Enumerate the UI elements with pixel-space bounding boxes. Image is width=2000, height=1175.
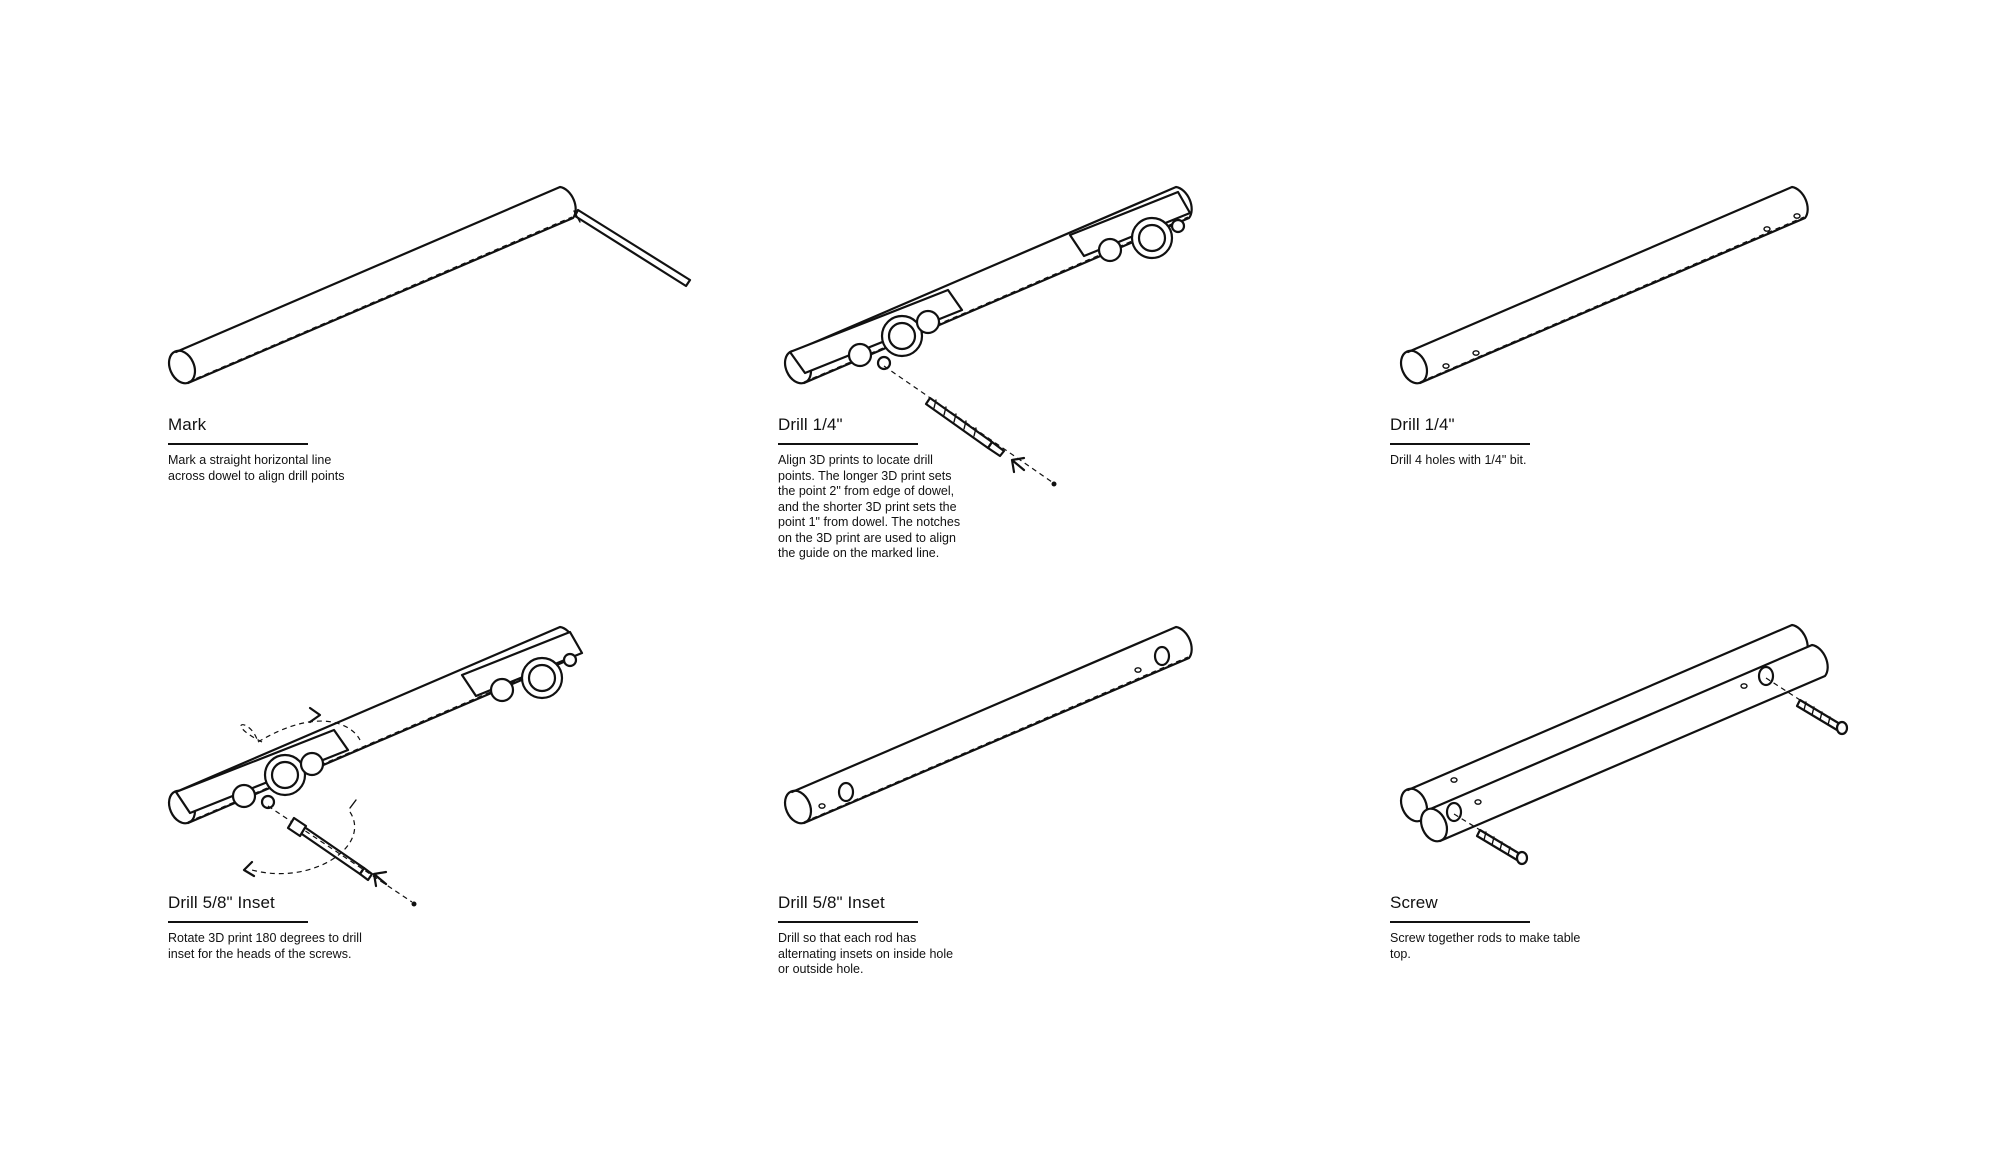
illustration-inset-holes bbox=[780, 627, 1192, 827]
step-title: Drill 1/4" bbox=[778, 415, 843, 434]
step-screw bbox=[1390, 893, 1720, 962]
step-title: Mark bbox=[168, 415, 207, 434]
step-title: Screw bbox=[1390, 893, 1438, 912]
step-description: Mark a straight horizontal line across dowel to align drill points bbox=[168, 453, 345, 483]
step-description: Rotate 3D print 180 degrees to drill inset for the heads of the screws. bbox=[168, 931, 362, 961]
step-title: Drill 5/8" Inset bbox=[168, 893, 275, 912]
step-drill-inset-rotate bbox=[168, 893, 498, 962]
step-drill-quarter-holes bbox=[1390, 415, 1720, 469]
step-drill-quarter-guide bbox=[778, 415, 1108, 562]
step-description: Drill so that each rod has alternating insets on inside hole or outside hole. bbox=[778, 931, 954, 976]
step-title: Drill 1/4" bbox=[1390, 415, 1455, 434]
step-description: Align 3D prints to locate drill points. The longer 3D print sets the point 2" from edge of dowel, and the shorter 3D print sets the point 1" from dowel. The notches on the 3D print are used to align the guide on the marked line. bbox=[778, 453, 961, 560]
step-title-underline bbox=[1390, 921, 1530, 923]
step-description: Screw together rods to make table top. bbox=[1390, 931, 1581, 961]
step-title-underline bbox=[168, 443, 308, 445]
step-title: Drill 5/8" Inset bbox=[778, 893, 885, 912]
step-drill-inset-alternate bbox=[778, 893, 1108, 978]
step-description: Drill 4 holes with 1/4" bit. bbox=[1390, 453, 1527, 467]
illustration-holes bbox=[1396, 187, 1808, 387]
step-title-underline bbox=[168, 921, 308, 923]
illustration-inset-jig bbox=[164, 627, 582, 907]
step-mark bbox=[168, 415, 498, 484]
step-title-underline bbox=[778, 921, 918, 923]
step-title-underline bbox=[778, 443, 918, 445]
illustration-screw bbox=[1396, 625, 1847, 864]
step-title-underline bbox=[1390, 443, 1530, 445]
illustration-mark bbox=[164, 187, 690, 387]
